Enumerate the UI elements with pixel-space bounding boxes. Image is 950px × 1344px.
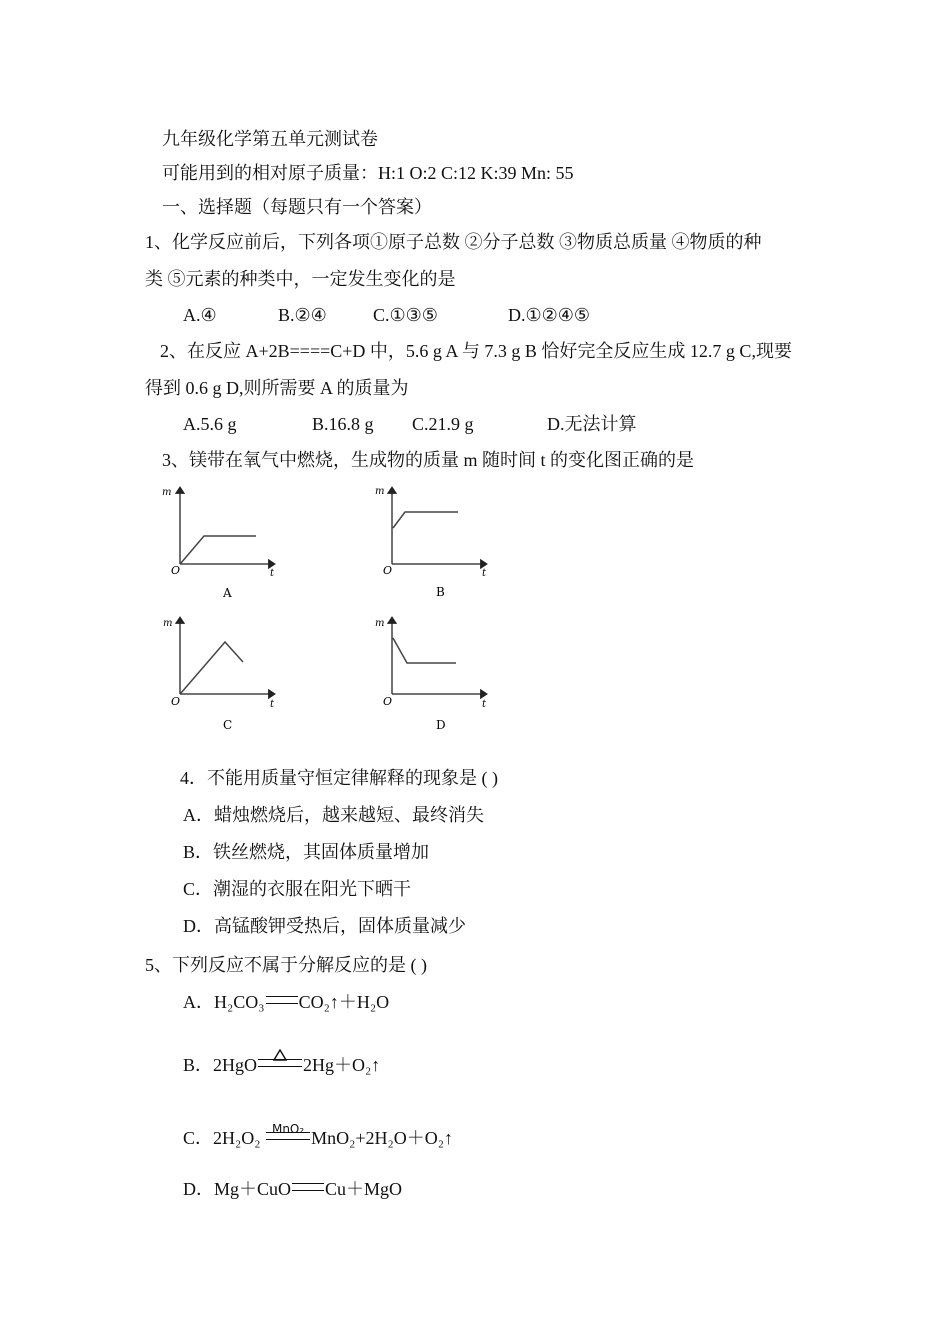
q1-option-b: B.②④ (278, 305, 327, 325)
graph-d-origin: O (383, 695, 393, 708)
q1-option-d: D.①②④⑤ (508, 305, 591, 325)
q2-option-b: B.16.8 g (312, 414, 374, 434)
graph-a-origin: O (171, 564, 181, 577)
section-heading: 一、选择题（每题只有一个答案） (162, 197, 432, 217)
graph-b-label: B (436, 585, 445, 599)
q5-c-reactant: 2H₂O₂ (213, 1128, 261, 1148)
q5-option-a (183, 991, 389, 1013)
graph-d (375, 618, 487, 732)
q2-line1: 2、在反应 A+2B====C+D 中，5.6 g A 与 7.3 g B 恰好完全反应生成 12.7 g C,现要 (160, 341, 792, 361)
q4-text: 4．不能用质量守恒定律解释的现象是 ( ) (180, 768, 498, 788)
q1-line2: 类 ⑤元素的种类中，一定发生变化的是 (145, 269, 456, 289)
q5-option-d (183, 1178, 402, 1200)
q2-option-c: C.21.9 g (412, 414, 474, 434)
q1-option-a: A.④ (183, 305, 217, 325)
q5-a-prefix: A． (183, 992, 214, 1012)
graph-d-x-label: t (482, 699, 487, 710)
q5-b-prefix: B． (183, 1055, 214, 1075)
q2-option-d: D.无法计算 (547, 414, 637, 434)
q5-c-catalyst: MnO₂ (271, 1122, 305, 1136)
graph-a-label: A (223, 586, 232, 600)
graph-b (375, 486, 487, 599)
q5-text: 5、下列反应不属于分解反应的是 ( ) (145, 955, 427, 975)
q4-option-a: A．蜡烛燃烧后，越来越短、最终消失 (183, 805, 484, 825)
graph-d-curve (393, 638, 456, 663)
graph-d-y-label: m (375, 618, 385, 629)
q4-option-d: D．高锰酸钾受热后，固体质量减少 (183, 916, 466, 936)
graph-c (163, 618, 275, 732)
graph-c-x-label: t (270, 699, 275, 710)
q1-line1: 1、化学反应前后，下列各项①原子总数 ②分子总数 ③物质总质量 ④物质的种 (145, 232, 762, 252)
q5-c-prefix: C． (183, 1128, 214, 1148)
q4-option-c: C．潮湿的衣服在阳光下晒干 (183, 879, 412, 899)
heat-triangle-icon (273, 1049, 287, 1061)
graph-a (162, 487, 275, 600)
q2-options (183, 413, 637, 435)
q5-d-reactant: Mg＋CuO (214, 1179, 292, 1199)
graph-a-x-label: t (270, 568, 275, 579)
q3-graphs (150, 480, 550, 750)
q5-d-products: Cu＋MgO (325, 1179, 403, 1199)
q5-d-prefix: D． (183, 1179, 214, 1199)
atomic-masses: 可能用到的相对原子质量：H:1 O:2 C:12 K:39 Mn: 55 (162, 163, 574, 183)
q5-a-products: CO₂↑＋H₂O (298, 992, 390, 1012)
graph-b-origin: O (383, 564, 393, 577)
graph-a-curve (181, 536, 256, 563)
graph-c-origin: O (171, 695, 181, 708)
graph-c-y-label: m (163, 618, 173, 629)
page-title: 九年级化学第五单元测试卷 (162, 129, 378, 149)
q1-option-c: C.①③⑤ (373, 305, 438, 325)
graph-d-label: D (436, 718, 446, 732)
q1-options (183, 304, 590, 326)
q2-option-a: A.5.6 g (183, 414, 237, 434)
equals-sign (266, 996, 298, 1004)
graph-c-curve (181, 642, 243, 693)
q3-text: 3、镁带在氧气中燃烧，生成物的质量 m 随时间 t 的变化图正确的是 (162, 450, 694, 470)
q2-line2: 得到 0.6 g D,则所需要 A 的质量为 (145, 378, 409, 398)
q4-option-b: B．铁丝燃烧，其固体质量增加 (183, 842, 430, 862)
graph-a-y-label: m (162, 487, 172, 498)
q5-b-reactant: 2HgO (213, 1055, 258, 1075)
q5-c-products: MnO₂+2H₂O＋O₂↑ (311, 1128, 454, 1148)
q5-option-c (183, 1122, 454, 1149)
graph-b-x-label: t (482, 568, 487, 579)
graph-b-y-label: m (375, 486, 385, 497)
q5-option-b (183, 1054, 380, 1076)
equals-sign (292, 1183, 324, 1191)
graph-b-curve (393, 512, 458, 528)
q5-b-products: 2Hg＋O₂↑ (303, 1055, 381, 1075)
q5-c-condition-arrow (265, 1122, 311, 1149)
q5-b-condition-arrow (257, 1054, 303, 1076)
graph-c-label: C (223, 718, 233, 732)
q5-a-reactant: H₂CO₃ (214, 992, 265, 1012)
